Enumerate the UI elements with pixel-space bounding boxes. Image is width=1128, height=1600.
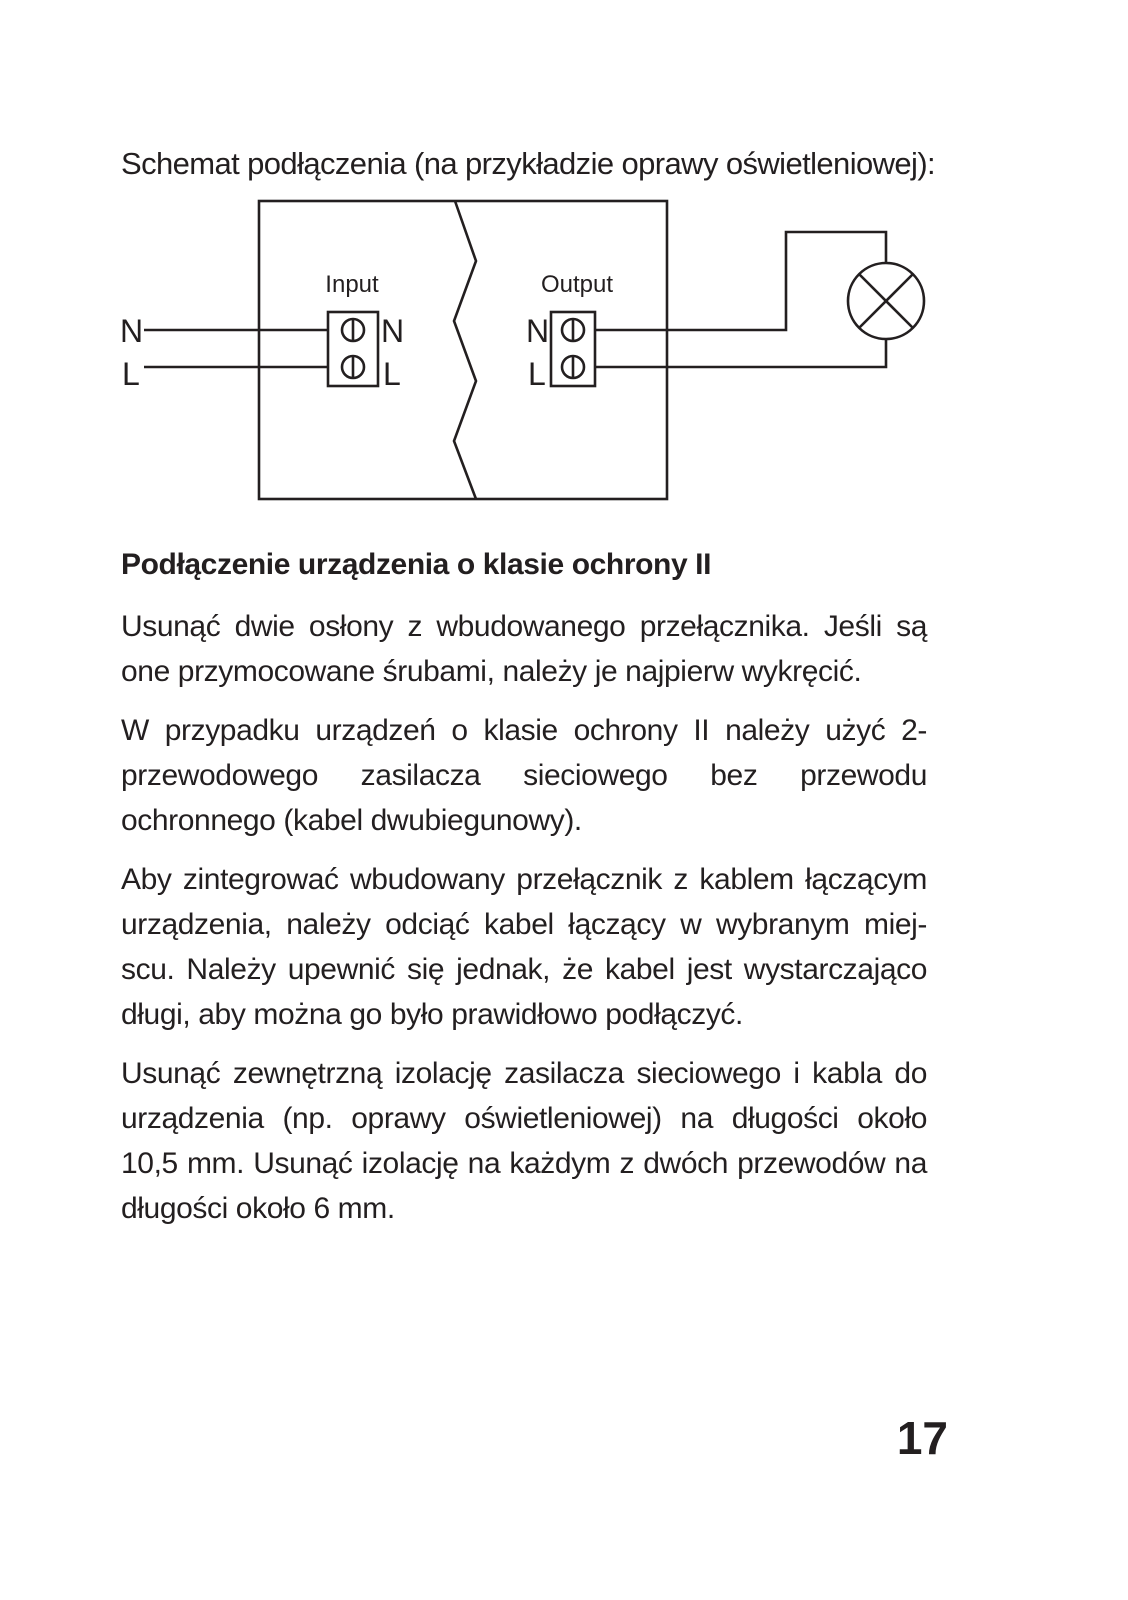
supply-l-label: L [122,356,140,392]
output-wire-l [595,340,886,367]
screw-terminal-icon [342,318,364,342]
paragraph: Usunąć zewnętrzną izolację zasilacza sieciowego i kabla do urządzenia (np. oprawy oświetleniowej) na długości około 10,5 mm. Usunąć izolację na każdym z dwóch przewodów na długości około 6 mm. [121,1057,927,1225]
paragraph: W przypadku urządzeń o klasie ochrony II należy użyć 2-przewodowego zasilacza sieciowego bez przewodu ochronnego (kabel dwubiegunowy). [121,714,927,837]
housing-break-line [454,201,476,499]
output-n-label: N [526,313,550,349]
section-body [121,604,927,1245]
wiring-diagram-svg [110,196,950,512]
input-n-label: N [381,313,405,349]
output-wire-n [595,232,886,330]
paragraph: Aby zintegrować wbudowany przełącznik z kablem łączącym urządzenia, należy odciąć kabel łączący w wybranym miej-scu. Należy upewnić się jednak, że kabel jest wystarczająco długi, aby można go było prawidłowo podłączyć. [121,863,927,1031]
output-l-label: L [528,356,546,392]
supply-n-label: N [120,313,144,349]
paragraph: Usunąć dwie osłony z wbudowanego przełącznika. Jeśli są one przymocowane śrubami, należy je najpierw wykręcić. [121,610,927,688]
section-heading: Podłączenie urządzenia o klasie ochrony II [121,548,712,581]
switch-housing [259,201,667,499]
screw-terminal-icon [342,355,364,379]
input-l-label: L [383,356,401,392]
input-label: Input [325,271,379,298]
page-number: 17 [896,1412,948,1464]
lamp-icon [848,263,924,339]
screw-terminal-icon [562,318,584,342]
wiring-diagram [110,196,950,512]
diagram-caption: Schemat podłączenia (na przykładzie oprawy oświetleniowej): [121,146,936,181]
screw-terminal-icon [562,355,584,379]
output-label: Output [540,271,614,298]
